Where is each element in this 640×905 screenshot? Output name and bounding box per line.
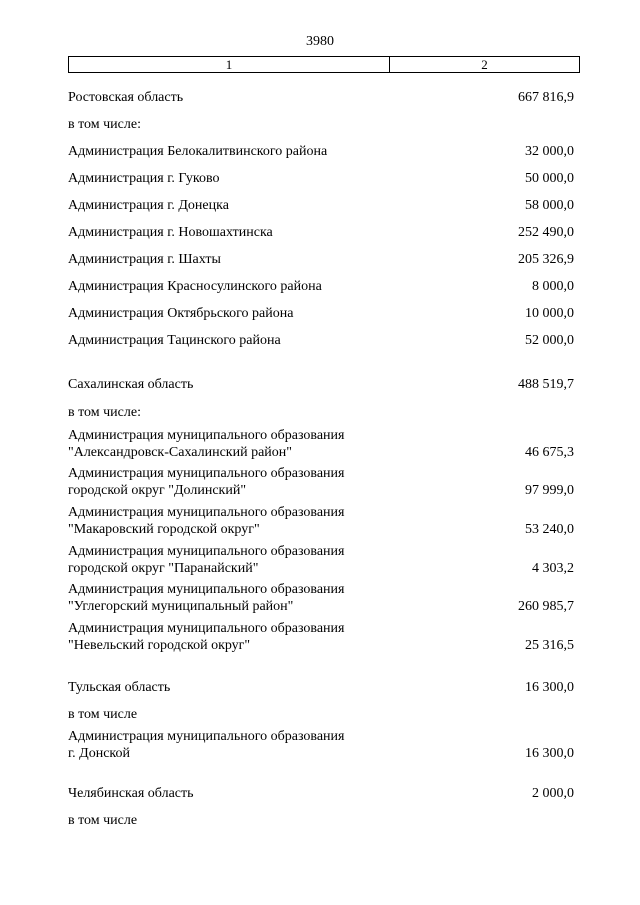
region-name: Тульская область — [68, 680, 171, 695]
recipient-name: Администрация муниципального образования "Углегорский муниципальный район" — [68, 582, 345, 614]
allocation-amount: 53 240,0 — [525, 522, 574, 537]
recipient-name: Администрация Тацинского района — [68, 333, 281, 348]
region-amount: 16 300,0 — [525, 680, 574, 695]
recipient-name: Администрация Октябрьского района — [68, 306, 294, 321]
recipient-name: Администрация муниципального образования "Невельский городской округ" — [68, 621, 345, 653]
allocation-amount: 205 326,9 — [518, 252, 574, 267]
recipient-name: Администрация муниципального образования г. Донской — [68, 729, 345, 761]
column-header-1: 1 — [69, 57, 390, 72]
subtitle-text: в том числе: — [68, 405, 141, 420]
recipient-name: Администрация муниципального образования "Александровск-Сахалинский район" — [68, 428, 345, 460]
subtitle-text: в том числе — [68, 813, 138, 828]
allocation-amount: 10 000,0 — [525, 306, 574, 321]
recipient-name: Администрация г. Новошахтинска — [68, 225, 273, 240]
allocation-amount: 52 000,0 — [525, 333, 574, 348]
subtitle-text: в том числе — [68, 707, 138, 722]
recipient-name: Администрация г. Шахты — [68, 252, 221, 267]
region-amount: 667 816,9 — [518, 90, 574, 105]
allocation-amount: 252 490,0 — [518, 225, 574, 240]
recipient-name: Администрация муниципального образования городской округ "Долинский" — [68, 466, 345, 498]
column-header-2: 2 — [481, 57, 488, 72]
allocation-amount: 260 985,7 — [518, 599, 574, 614]
allocation-amount: 8 000,0 — [532, 279, 574, 294]
region-amount: 488 519,7 — [518, 377, 574, 392]
allocation-amount: 97 999,0 — [525, 483, 574, 498]
recipient-name: Администрация муниципального образования городской округ "Паранайский" — [68, 544, 345, 576]
region-amount: 2 000,0 — [532, 786, 574, 801]
region-name: Ростовская область — [68, 90, 184, 105]
recipient-name: Администрация муниципального образования "Макаровский городской округ" — [68, 505, 345, 537]
column-header-table — [68, 56, 580, 73]
allocation-amount: 50 000,0 — [525, 171, 574, 186]
allocation-amount: 58 000,0 — [525, 198, 574, 213]
subtitle-text: в том числе: — [68, 117, 141, 132]
recipient-name: Администрация г. Донецка — [68, 198, 229, 213]
recipient-name: Администрация Красносулинского района — [68, 279, 322, 294]
recipient-name: Администрация Белокалитвинского района — [68, 144, 328, 159]
allocation-amount: 25 316,5 — [525, 638, 574, 653]
allocation-amount: 4 303,2 — [532, 561, 574, 576]
page-number: 3980 — [306, 34, 334, 49]
region-name: Челябинская область — [68, 786, 194, 801]
recipient-name: Администрация г. Гуково — [68, 171, 220, 186]
allocation-amount: 16 300,0 — [525, 746, 574, 761]
allocation-amount: 32 000,0 — [525, 144, 574, 159]
allocation-amount: 46 675,3 — [525, 445, 574, 460]
region-name: Сахалинская область — [68, 377, 194, 392]
